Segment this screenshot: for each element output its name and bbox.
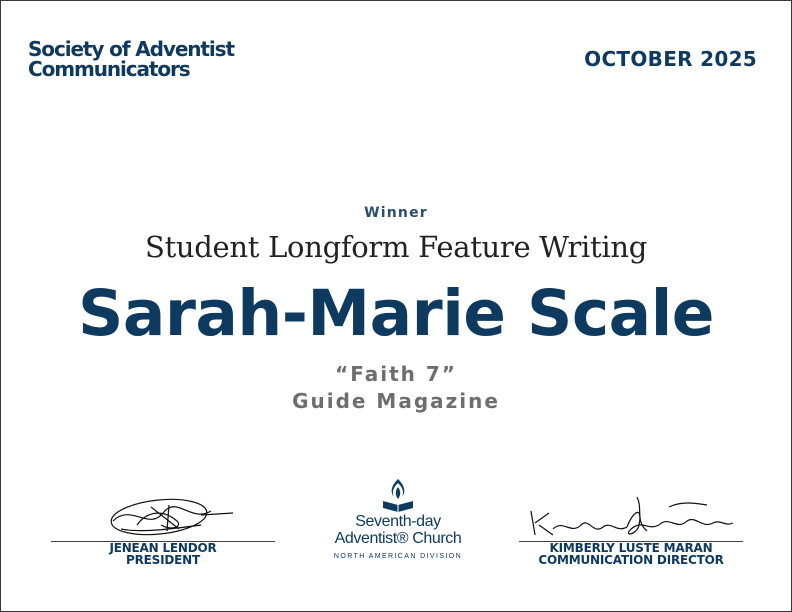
recipient-name: Sarah-Marie Scale	[77, 277, 715, 350]
signer-title: PRESIDENT	[126, 553, 200, 567]
handwritten-signature-director	[519, 491, 743, 541]
organization-logo	[28, 39, 234, 79]
church-division: NORTH AMERICAN DIVISION	[333, 553, 463, 560]
handwritten-signature-president	[51, 491, 275, 541]
signature-block-director	[519, 491, 743, 566]
publication-name: Guide Magazine	[292, 389, 500, 413]
signer-title: COMMUNICATION DIRECTOR	[538, 553, 724, 567]
signature-block-president	[51, 491, 275, 566]
award-category: Student Longform Feature Writing	[145, 230, 647, 264]
church-logo	[327, 477, 469, 560]
org-name-line1: Society of Adventist	[28, 37, 234, 61]
signer-name: KIMBERLY LUSTE MARAN	[549, 541, 713, 555]
church-name-line2: Adventist® Church	[334, 530, 462, 547]
church-name-line1: Seventh-day	[355, 513, 441, 530]
sda-flame-book-icon	[378, 477, 418, 513]
org-name-line2: Communicators	[28, 57, 190, 81]
signer-name: JENEAN LENDOR	[109, 541, 217, 555]
award-status: Winner	[364, 205, 428, 221]
work-title: “Faith 7”	[335, 362, 457, 386]
award-date: OCTOBER 2025	[584, 47, 757, 71]
